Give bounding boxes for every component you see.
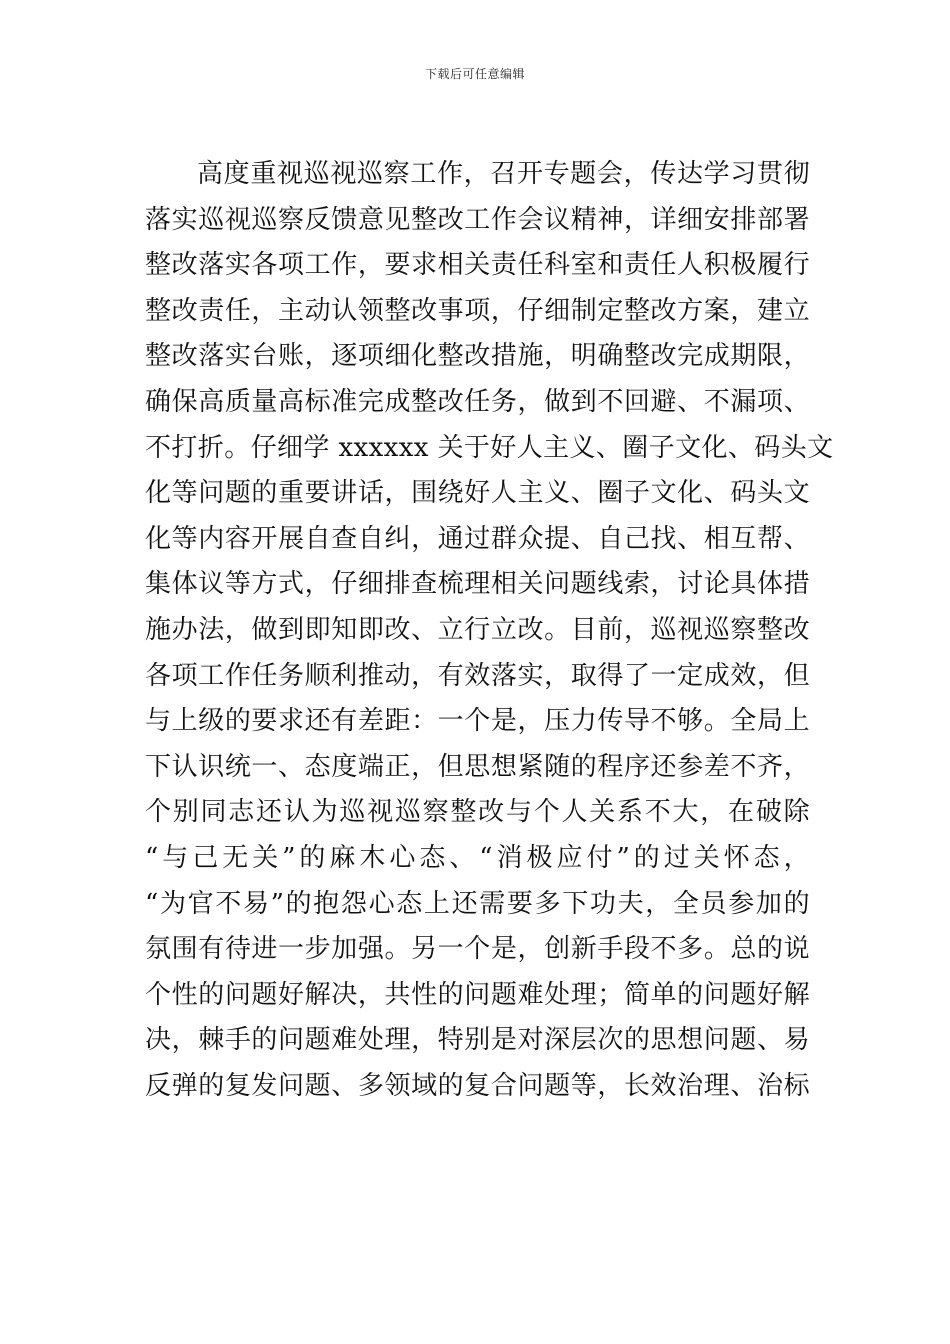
paragraph-line: 整改落实台账，逐项细化整改措施，明确整改完成期限，	[145, 341, 810, 372]
paragraph-line: 氛围有待进一步加强。另一个是，创新手段不多。总的说	[145, 934, 810, 965]
paragraph-line: 各项工作任务顺利推动，有效落实，取得了一定成效，但	[145, 660, 810, 691]
paragraph-line: 落实巡视巡察反馈意见整改工作会议精神，详细安排部署	[145, 204, 810, 235]
paragraph-line: 集体议等方式，仔细排查梳理相关问题线索，讨论具体措	[145, 569, 810, 600]
paragraph-line: 整改落实各项工作，要求相关责任科室和责任人积极履行	[145, 250, 810, 281]
paragraph-line: 反弹的复发问题、多领域的复合问题等，长效治理、治标	[145, 1070, 810, 1101]
paragraph-line: “与己无关”的麻木心态、“消极应付”的过关怀态，	[145, 842, 810, 873]
paragraph-line: 高度重视巡视巡察工作，召开专题会，传达学习贯彻	[197, 159, 810, 189]
paragraph-line: 下认识统一、态度端正，但思想紧随的程序还参差不齐，	[145, 751, 810, 782]
paragraph-line: 个别同志还认为巡视巡察整改与个人关系不大，在破除	[145, 797, 810, 828]
body-paragraph	[145, 152, 834, 1109]
paragraph-line: 确保高质量高标准完成整改任务，做到不回避、不漏项、	[145, 386, 810, 417]
paragraph-line: 施办法，做到即知即改、立行立改。目前，巡视巡察整改	[145, 614, 810, 645]
paragraph-line: 整改责任，主动认领整改事项，仔细制定整改方案，建立	[145, 295, 810, 326]
paragraph-line: “为官不易”的抱怨心态上还需要多下功夫，全员参加的	[145, 888, 810, 919]
paragraph-line: 不打折。仔细学 xxxxxx 关于好人主义、圈子文化、码头文	[145, 432, 834, 463]
paragraph-line: 决，棘手的问题难处理，特别是对深层次的思想问题、易	[145, 1025, 810, 1056]
header-note: 下载后可任意编辑	[424, 67, 525, 81]
paragraph-line: 与上级的要求还有差距：一个是，压力传导不够。全局上	[145, 706, 810, 737]
paragraph-line: 化等内容开展自查自纠，通过群众提、自己找、相互帮、	[145, 523, 810, 554]
paragraph-line: 个性的问题好解决，共性的问题难处理；简单的问题好解	[145, 979, 810, 1010]
paragraph-line: 化等问题的重要讲话，围绕好人主义、圈子文化、码头文	[145, 478, 810, 509]
